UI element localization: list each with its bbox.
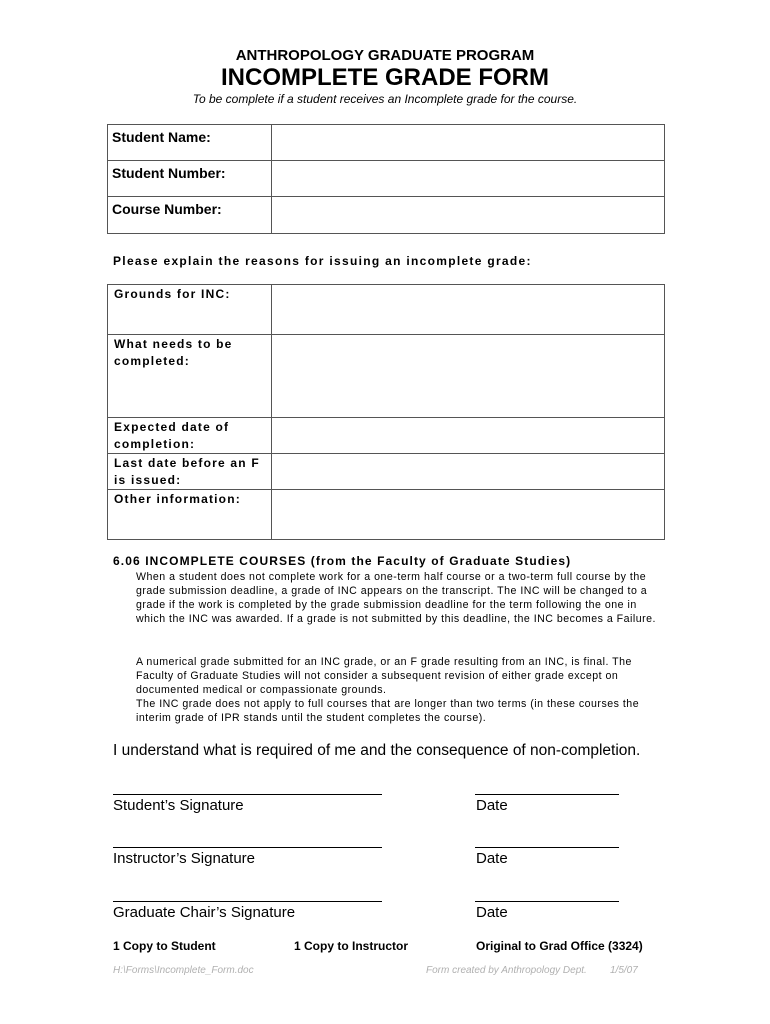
acknowledgement-text: I understand what is required of me and the consequence of non-completion. [113, 742, 641, 759]
policy-heading: 6.06 INCOMPLETE COURSES (from the Faculty of Graduate Studies) [113, 554, 572, 568]
instructor-signature-label: Instructor’s Signature [113, 850, 256, 867]
last-date-field[interactable] [272, 454, 665, 490]
copy-instructor: 1 Copy to Instructor [294, 939, 409, 953]
form-title: INCOMPLETE GRADE FORM [221, 64, 549, 91]
chair-signature-line[interactable] [113, 901, 382, 902]
chair-date-line[interactable] [475, 901, 619, 902]
footer-file-path: H:\Forms\Incomplete_Form.doc [113, 965, 254, 976]
needs-completed-field[interactable] [272, 335, 665, 418]
course-number-label: Course Number: [108, 197, 272, 234]
policy-paragraph-1: When a student does not complete work for a one-term half course or a two-term full course by the grade submission deadline, a grade of INC appears on the transcript. The INC will be changed to a grade if the work is completed by the grade submission deadline for the term following the one in which the INC was awarded. If a grade is not submitted by this deadline, the INC becomes a Failure. [136, 571, 656, 625]
instructor-date-label: Date [476, 850, 508, 867]
explain-prompt: Please explain the reasons for issuing an incomplete grade: [113, 254, 532, 268]
policy-paragraph-2a: A numerical grade submitted for an INC grade, or an F grade resulting from an INC, is final. The Faculty of Graduate Studies will not consider a subsequent revision of either grade except on documented medical or compassionate grounds. [136, 656, 632, 696]
last-date-label: Last date before an F is issued: [108, 454, 272, 490]
expected-date-field[interactable] [272, 418, 665, 454]
form-subtitle: To be complete if a student receives an Incomplete grade for the course. [192, 92, 578, 106]
needs-completed-label: What needs to be completed: [108, 335, 272, 418]
student-signature-label: Student’s Signature [113, 797, 244, 814]
footer-date: 1/5/07 [610, 965, 638, 976]
student-number-field[interactable] [272, 161, 665, 197]
chair-signature-label: Graduate Chair’s Signature [113, 904, 296, 921]
instructor-date-line[interactable] [475, 847, 619, 848]
student-info-table [107, 124, 665, 234]
instructor-signature-line[interactable] [113, 847, 382, 848]
student-name-label: Student Name: [108, 125, 272, 161]
course-number-field[interactable] [272, 197, 665, 234]
reasons-table [107, 284, 665, 540]
student-date-label: Date [476, 797, 508, 814]
grounds-label: Grounds for INC: [108, 285, 272, 335]
program-name: ANTHROPOLOGY GRADUATE PROGRAM [235, 47, 535, 64]
other-info-label: Other information: [108, 490, 272, 540]
expected-date-label: Expected date of completion: [108, 418, 272, 454]
copy-grad-office: Original to Grad Office (3324) [476, 939, 643, 953]
policy-paragraph-2b: The INC grade does not apply to full courses that are longer than two terms (in these courses the interim grade of IPR stands until the student completes the course). [136, 698, 640, 724]
student-date-line[interactable] [475, 794, 619, 795]
footer-created-by: Form created by Anthropology Dept. [426, 965, 587, 976]
student-number-label: Student Number: [108, 161, 272, 197]
grounds-field[interactable] [272, 285, 665, 335]
other-info-field[interactable] [272, 490, 665, 540]
copy-student: 1 Copy to Student [113, 939, 216, 953]
chair-date-label: Date [476, 904, 508, 921]
student-name-field[interactable] [272, 125, 665, 161]
policy-paragraph-2 [136, 655, 656, 725]
student-signature-line[interactable] [113, 794, 382, 795]
